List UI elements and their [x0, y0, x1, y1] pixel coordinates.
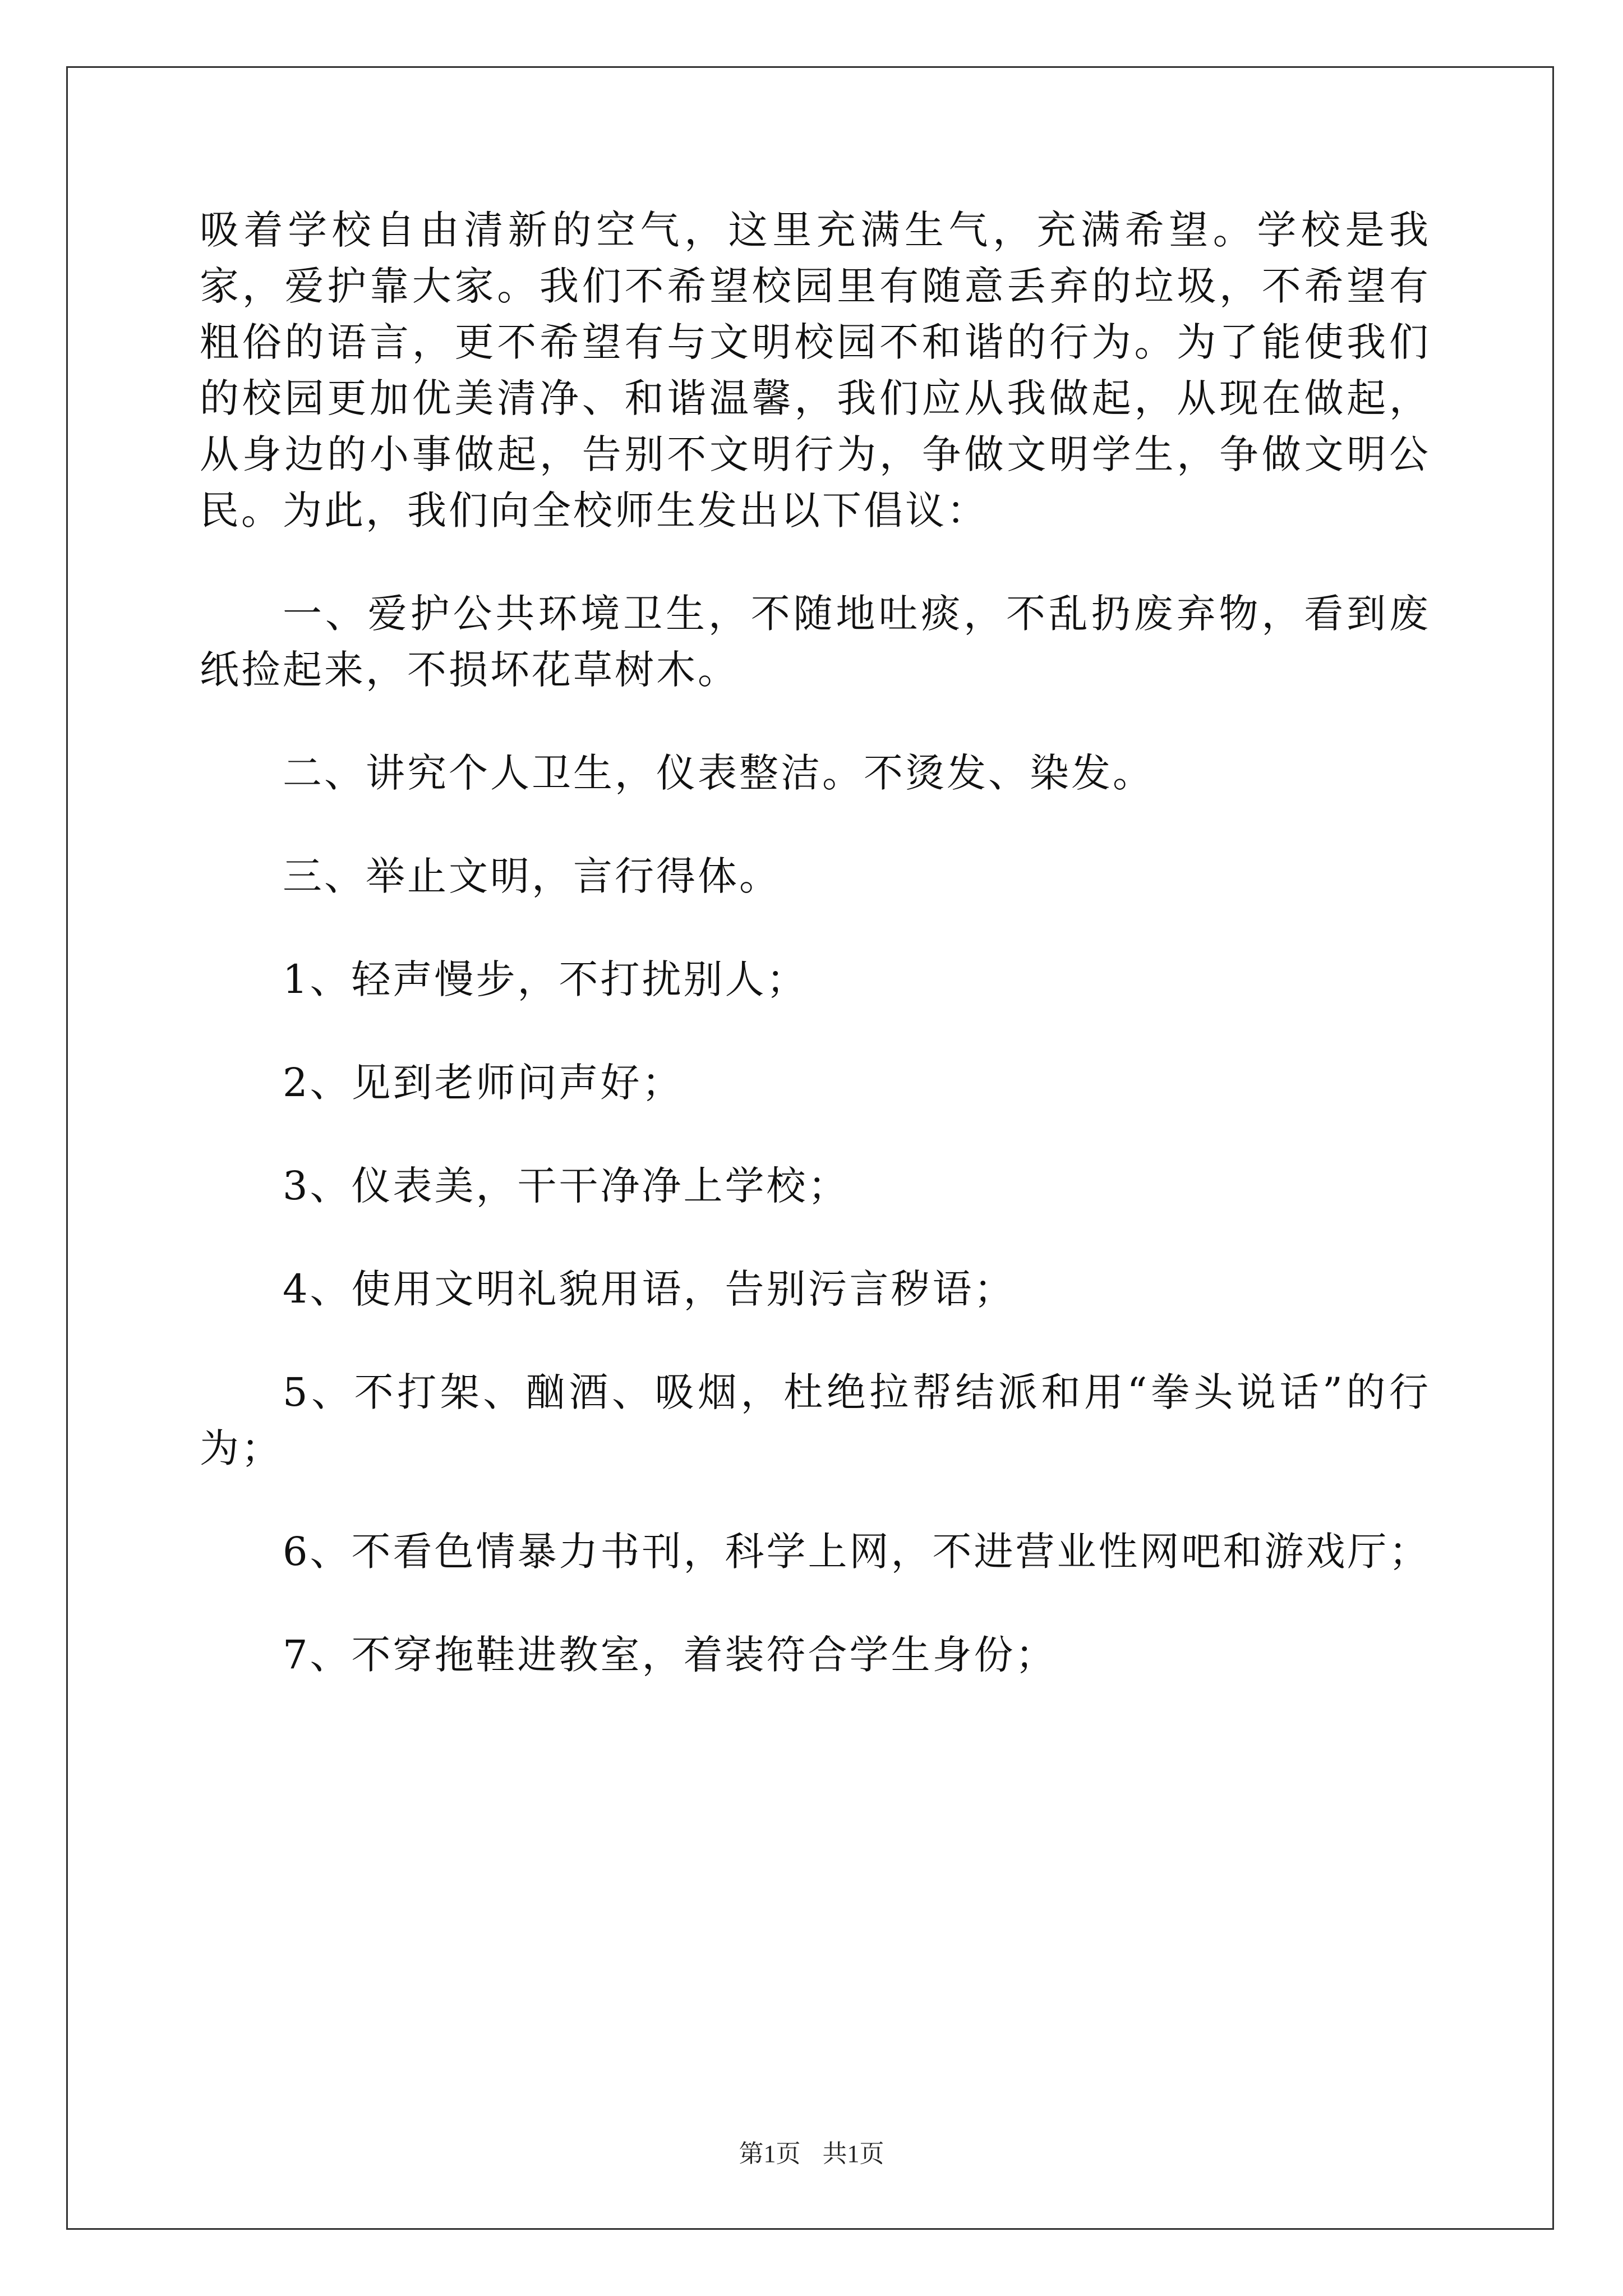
page-footer: [0, 2138, 1623, 2170]
paragraph-item-3: 三、举止文明，言行得体。: [283, 853, 781, 899]
paragraph-item-1: 一、爱护公共环境卫生，不随地吐痰，不乱扔废弃物，看到废纸捡起来，不损坏花草树木。: [200, 591, 1431, 693]
list-item-3: 3、仪表美，干干净净上学校；: [283, 1163, 850, 1209]
paragraph-intro: 吸着学校自由清新的空气，这里充满生气，充满希望。学校是我家，爱护靠大家。我们不希望校园里有随意丢弃的垃圾，不希望有粗俗的语言，更不希望有与文明校园不和谐的行为。为了能使我们的校园更加优美清净、和谐温馨，我们应从我做起，从现在做起，从身边的小事做起，告别不文明行为，争做文明学生，争做文明公民。为此，我们向全校师生发出以下倡议：: [200, 207, 1431, 533]
page-number-current: 第1页: [739, 2140, 801, 2168]
list-item-7: 7、不穿拖鞋进教室，着装符合学生身份；: [283, 1632, 1057, 1678]
list-item-6: 6、不看色情暴力书刊，科学上网，不进营业性网吧和游戏厅；: [283, 1529, 1431, 1575]
list-item-5: 5、不打架、酗酒、吸烟，杜绝拉帮结派和用“拳头说话”的行为；: [200, 1369, 1431, 1471]
page-number-total: 共1页: [822, 2140, 884, 2168]
document-body: [200, 202, 1431, 1730]
list-item-2: 2、见到老师问声好；: [283, 1060, 684, 1106]
paragraph-item-2: 二、讲究个人卫生，仪表整洁。不烫发、染发。: [283, 750, 1154, 796]
list-item-1: 1、轻声慢步，不打扰别人；: [283, 956, 808, 1002]
list-item-4: 4、使用文明礼貌用语，告别污言秽语；: [283, 1266, 1016, 1312]
